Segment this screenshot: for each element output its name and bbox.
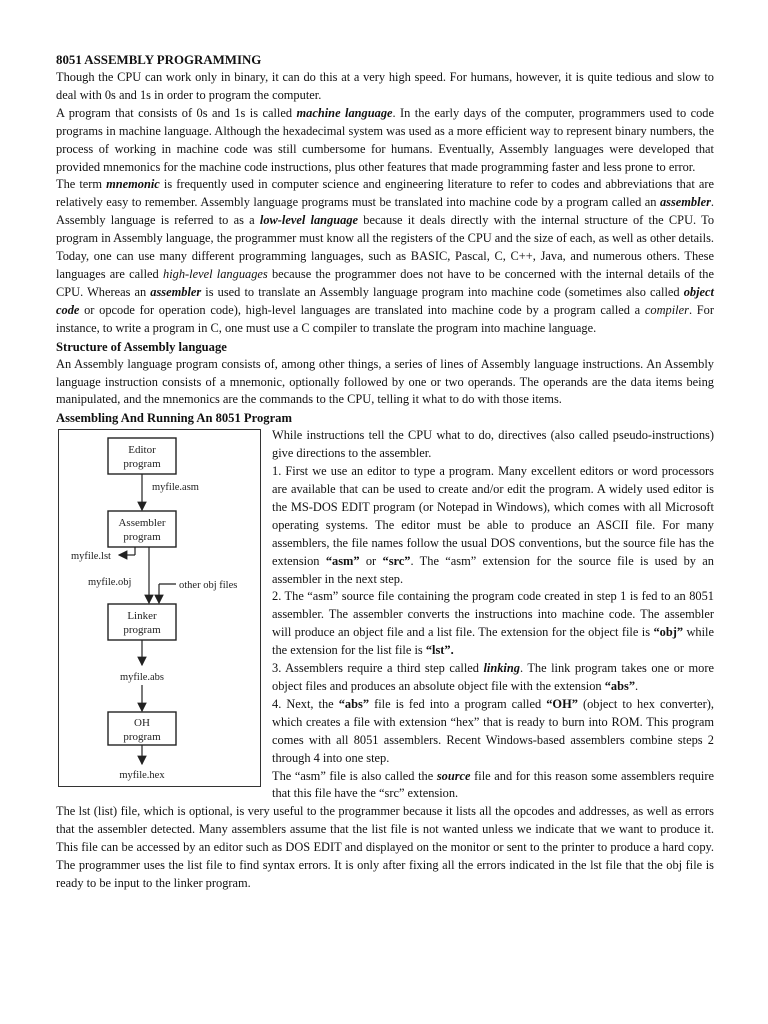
section-heading-structure: Structure of Assembly language	[56, 339, 227, 354]
step-1-paragraph: 1. First we use an editor to type a program. Many excellent editors or word processors are available that can be used to create and/or edit the program. A widely used editor is the MS-DOS EDIT program (or Notepad in Windows), which comes with all Microsoft operating systems. The editor must be able to produce an ASCII file. For many assemblers, the file names follow the usual DOS conventions, but the source file has the extension “asm” or “src”. The “asm” extension for the source file is used by an assembler in the next step.	[272, 464, 714, 586]
term-assembler-2: assembler	[150, 284, 202, 299]
assembling-section	[56, 427, 714, 803]
term-mnemonic: mnemonic	[106, 177, 160, 192]
intro-paragraph-3: The term mnemonic is frequently used in computer science and engineering literature to refer to codes and abbreviations that are relatively easy to remember. Assembly language programs must be translated into machine code by a program called an assembler. Assembly language is referred to as a low-level language because it deals directly with the internal structure of the CPU. To program in Assembly language, the programmer must know all the registers of the CPU and the size of each, as well as other details. Today, one can use many different programming languages, such as BASIC, Pascal, C, C++, Java, and numerous others. These languages are called high-level languages because the programmer does not have to be concerned with the internal details of the CPU. Whereas an assembler is used to translate an Assembly language program into machine code (sometimes also called object code or opcode for operation code), high-level languages are translated into machine code by a program called a compiler. For instance, to write a program in C, one must use a C compiler to translate the program into machine language.	[56, 177, 715, 335]
assembler-label-2: program	[123, 531, 161, 544]
lst-file-label: myfile.lst	[71, 551, 111, 563]
intro-paragraph-2: A program that consists of 0s and 1s is called machine language. In the early days of the computer, programmers used to code programs in machine language. Although the hexadecimal system was used as a more efficient way to represent binary numbers, the process of working in machine code was still cumbersome for humans. Eventually, Assembly languages were developed that provided mnemonics for the machine code instructions, plus other features that made programming faster and less prone to error.	[56, 105, 714, 174]
abs-file-label: myfile.abs	[119, 672, 165, 684]
term-high-level-languages: high-level languages	[163, 266, 268, 281]
editor-label-1: Editor	[128, 444, 156, 457]
assembly-flow-diagram	[58, 429, 261, 787]
term-machine-language: machine language	[296, 105, 393, 120]
intro-paragraph-1: Though the CPU can work only in binary, it can do this at a very high speed. For humans, however, it is quite tedious and slow to deal with 0s and 1s in order to program the computer.	[56, 70, 714, 102]
editor-label-2: program	[123, 458, 161, 471]
term-object-code: object code	[56, 284, 714, 317]
step-4-paragraph: 4. Next, the “abs” file is fed into a program called “OH” (object to hex converter), which creates a file with extension “hex” that is ready to burn into ROM. This program comes with all 8051 assemblers. Recent Windows-based assemblers combine steps 2 through 4 into one step.	[272, 696, 714, 765]
step-3-paragraph: 3. Assemblers require a third step called linking. The link program takes one or more object files and produces an absolute object file with the extension “abs”.	[272, 661, 714, 693]
structure-paragraph: An Assembly language program consists of, among other things, a series of lines of Assembly language instructions. An Assembly language instruction consists of a mnemonic, optionally followed by one or two operands. The operands are the data items being manipulated, and the mnemonics are the commands to the CPU, telling it what to do with those items.	[56, 356, 714, 407]
other-obj-label: other obj files	[179, 580, 238, 592]
list-file-paragraph: The lst (list) file, which is optional, is very useful to the programmer because it lists all the opcodes and addresses, as well as errors that the assembler detected. Many assemblers assume that the list file is not wanted unless we indicate that we want to produce it. This file can be accessed by an editor such as DOS EDIT and displayed on the monitor or sent to the printer to produce a hard copy. The programmer uses the list file to find syntax errors. It is only after fixing all the errors indicated in the lst file that the obj file is ready to be input to the linker program.	[56, 804, 714, 890]
source-file-paragraph: The “asm” file is also called the source file and for this reason some assemblers require that this file have the “src” extension.	[272, 768, 714, 801]
term-assembler: assembler	[659, 195, 711, 210]
hex-file-label: myfile.hex	[119, 770, 165, 782]
step-2-paragraph: 2. The “asm” source file containing the program code created in step 1 is fed to an 8051 assembler. The assembler converts the instructions into machine code. The assembler will produce an object file and a list file. The extension for the object file is “obj” while the extension for the list file is “lst”.	[272, 589, 714, 658]
assembler-label-1: Assembler	[118, 517, 166, 530]
term-compiler: compiler	[644, 302, 689, 317]
obj-file-label: myfile.obj	[88, 577, 132, 589]
document-page	[56, 51, 714, 893]
linker-label-2: program	[123, 624, 161, 637]
page-title: 8051 ASSEMBLY PROGRAMMING	[56, 53, 262, 67]
directives-paragraph: While instructions tell the CPU what to do, directives (also called pseudo-instructions) give directions to the assembler.	[272, 428, 714, 461]
asm-file-label: myfile.asm	[152, 482, 199, 494]
term-low-level-language: low-level language	[259, 213, 359, 228]
oh-label-2: program	[123, 731, 161, 744]
linker-label-1: Linker	[127, 610, 157, 623]
section-heading-assembling: Assembling And Running An 8051 Program	[56, 411, 292, 426]
oh-label-1: OH	[134, 717, 150, 730]
